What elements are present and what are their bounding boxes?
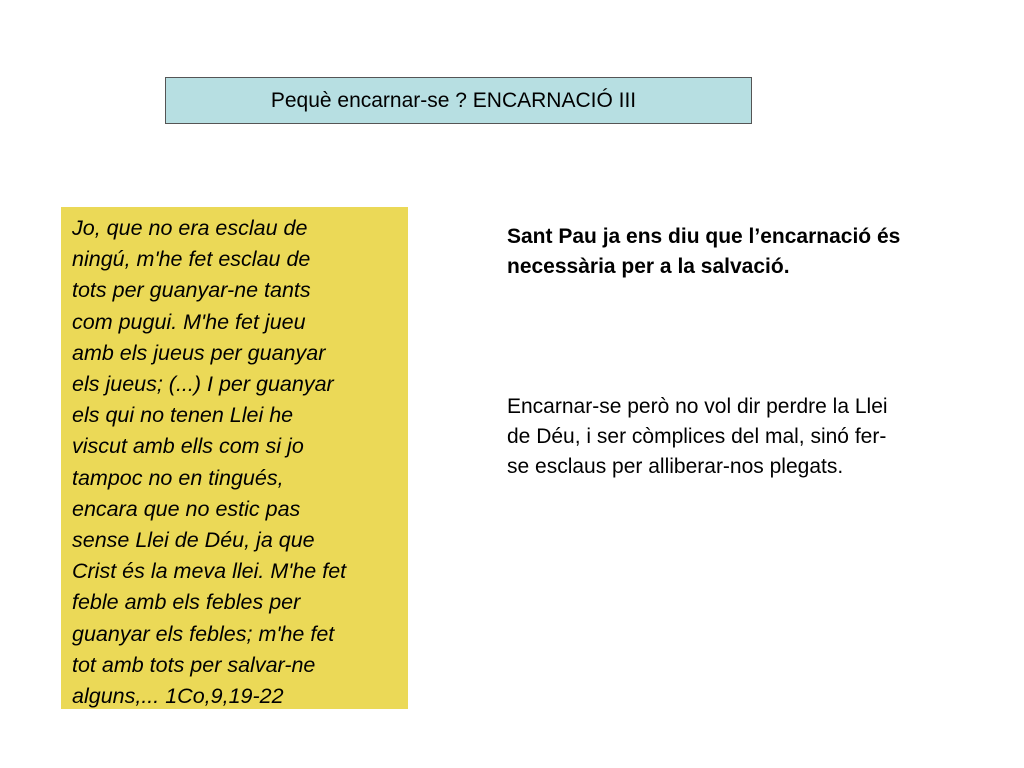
key-statement: Sant Pau ja ens diu que l’encarnació és necessària per a la salvació. bbox=[507, 225, 901, 278]
explanation-text: Encarnar-se però no vol dir perdre la Llei de Déu, i ser còmplices del mal, sinó fer- se esclaus per alliberar-nos plegats. bbox=[507, 395, 888, 478]
scripture-quote-box: Jo, que no era esclau de ningú, m'he fet esclau de tots per guanyar-ne tants com pugui. M'he fet jueu amb els jueus per guanyar els jueus; (...) I per guanyar els qui no tenen Llei he viscut amb ells com si jo tampoc no en tingués, encara que no estic pas sense Llei de Déu, ja que Crist és la meva llei. M'he fet feble amb els febles per guanyar els febles; m'he fet tot amb tots per salvar-ne alguns,... 1Co,9,19-22 bbox=[61, 207, 408, 709]
slide-title: Pequè encarnar-se ? ENCARNACIÓ III bbox=[270, 88, 637, 112]
slide-title-box bbox=[165, 77, 752, 124]
